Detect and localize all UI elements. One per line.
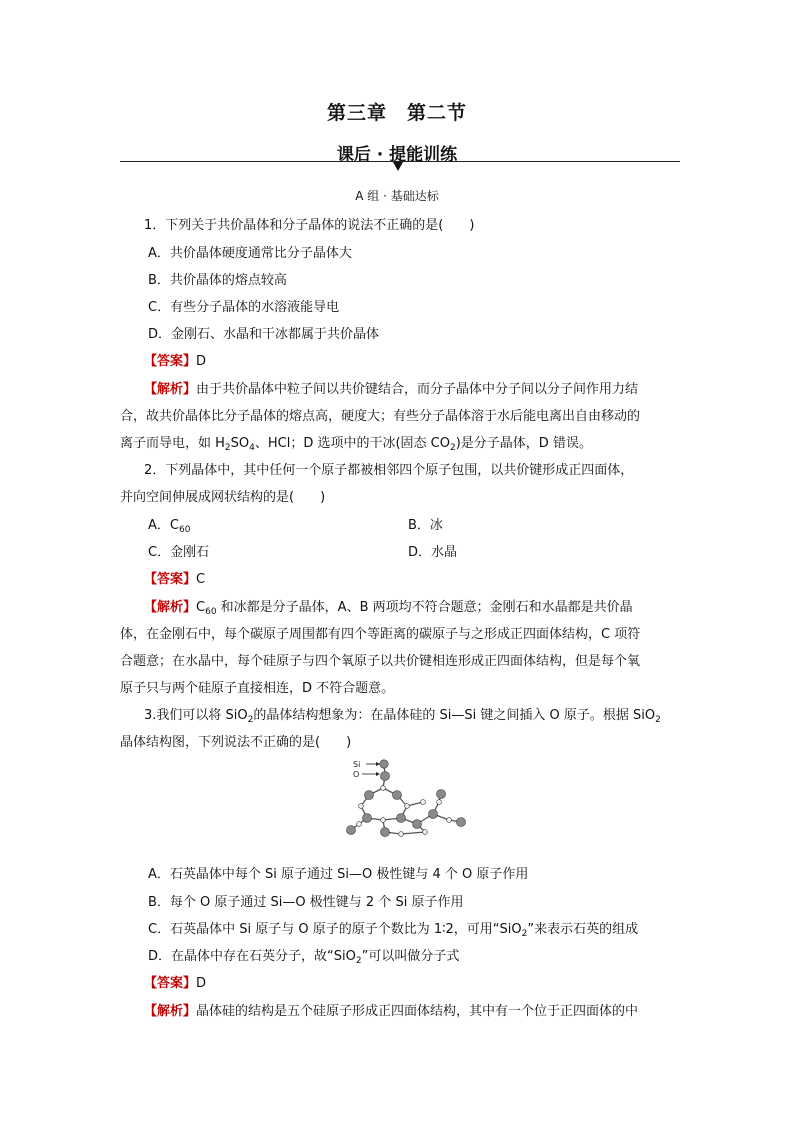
q1-analysis-text1: 由于共价晶体中粒子间以共价键结合，而分子晶体中分子间以分子间作用力结 bbox=[196, 382, 639, 397]
q2-option-b: B．冰 bbox=[408, 518, 443, 533]
q3-option-d bbox=[148, 945, 459, 964]
answer-tag: 【答案】 bbox=[144, 976, 197, 991]
subscript: 60 bbox=[178, 525, 191, 535]
q1-answer-value: D bbox=[196, 354, 207, 369]
o-label: O bbox=[353, 770, 360, 779]
analysis-tag: 【解析】 bbox=[144, 600, 197, 615]
subscript: 2 bbox=[247, 715, 254, 725]
q3-analysis-text1: 晶体硅的结构是五个硅原子形成正四面体结构，其中有一个位于正四面体的中 bbox=[196, 1004, 639, 1019]
q2-analysis-line1 bbox=[144, 596, 633, 615]
q2-analysis-line4: 原子只与两个硅原子直接相连，D 不符合题意。 bbox=[120, 681, 395, 696]
q2-analysis-text1c: 和冰都是分子晶体，A、B 两项均不符合题意；金刚石和水晶都是共价晶 bbox=[216, 600, 633, 615]
q3-answer-value: D bbox=[196, 976, 207, 991]
answer-tag: 【答案】 bbox=[144, 354, 197, 369]
answer-tag: 【答案】 bbox=[144, 572, 197, 587]
q1-analysis-line2: 合，故共价晶体比分子晶体的熔点高，硬度大；有些分子晶体溶于水后能电离出自由移动的 bbox=[120, 409, 641, 424]
q3-option-d-text-b: ”可以叫做分子式 bbox=[361, 949, 460, 964]
q1-analysis-text3a: 离子而导电，如 H bbox=[120, 436, 225, 451]
subscript: 60 bbox=[205, 607, 217, 617]
q1-analysis-line1 bbox=[144, 378, 638, 397]
q1-analysis-text3d: )是分子晶体，D 错误。 bbox=[455, 436, 592, 451]
q3-answer bbox=[144, 972, 206, 991]
sio2-crystal-structure-figure bbox=[345, 758, 475, 838]
q1-option-b: B．共价晶体的熔点较高 bbox=[148, 273, 287, 288]
subscript: 2 bbox=[355, 956, 362, 966]
q1-analysis-line3 bbox=[120, 432, 592, 451]
q2-analysis-line3: 合题意；在水晶中，每个硅原子与四个氧原子以共价键相连形成正四面体结构，但是每个氧 bbox=[120, 654, 641, 669]
q1-analysis-text3b: SO bbox=[230, 436, 250, 451]
q3-option-b: B．每个 O 原子通过 Si—O 极性键与 2 个 Si 原子作用 bbox=[148, 895, 464, 910]
q3-stem-line1 bbox=[144, 704, 661, 723]
q2-answer-value: C bbox=[196, 572, 206, 587]
silicon-atoms bbox=[347, 760, 466, 837]
q1-option-d: D．金刚石、水晶和干冰都属于共价晶体 bbox=[148, 327, 380, 342]
q1-answer bbox=[144, 350, 206, 369]
q1-option-c: C．有些分子晶体的水溶液能导电 bbox=[148, 300, 340, 315]
q1-analysis-text3c: 、HCl；D 选项中的干冰(固态 CO bbox=[254, 436, 450, 451]
si-label: Si bbox=[353, 760, 361, 769]
q2-analysis-text1a: C bbox=[196, 600, 206, 615]
q3-option-c bbox=[148, 918, 638, 937]
subscript: 2 bbox=[224, 443, 231, 453]
chapter-title: 第三章 第二节 bbox=[326, 102, 467, 124]
q1-option-a: A．共价晶体硬度通常比分子晶体大 bbox=[148, 246, 352, 261]
subscript: 2 bbox=[450, 443, 456, 453]
subscript: 4 bbox=[249, 443, 255, 453]
q3-option-d-text-a: D．在晶体中存在石英分子，故“SiO bbox=[148, 949, 356, 964]
analysis-tag: 【解析】 bbox=[144, 382, 197, 397]
q2-option-d: D．水晶 bbox=[408, 545, 458, 560]
q2-stem-line2: 并向空间伸展成网状结构的是( ) bbox=[120, 490, 326, 505]
q2-analysis-line2: 体，在金刚石中，每个碳原子周围都有四个等距离的碳原子与之形成正四面体结构，C 项符 bbox=[120, 627, 641, 642]
q2-option-a bbox=[148, 514, 190, 533]
q3-analysis-line1 bbox=[144, 1000, 638, 1019]
q3-option-a: A．石英晶体中每个 Si 原子通过 Si—O 极性键与 4 个 O 原子作用 bbox=[148, 867, 529, 882]
group-a-title: A 组 · 基础达标 bbox=[355, 189, 439, 203]
o-arrowhead-icon bbox=[376, 772, 380, 776]
section-subtitle: 课后 · 提能训练 bbox=[336, 145, 458, 165]
q3-stem-text1a: 3.我们可以将 SiO bbox=[144, 708, 248, 723]
triangle-marker-icon bbox=[393, 162, 403, 171]
q3-stem-line2: 晶体结构图，下列说法不正确的是( ) bbox=[120, 735, 352, 750]
q3-stem-text1b: 的晶体结构想象为：在晶体硅的 Si—Si 键之间插入 O 原子。根据 SiO bbox=[253, 708, 656, 723]
q2-answer bbox=[144, 568, 205, 587]
q2-option-a-text: A．C bbox=[148, 518, 179, 533]
si-arrowhead-icon bbox=[376, 762, 380, 766]
q1-stem: 1．下列关于共价晶体和分子晶体的说法不正确的是( ) bbox=[144, 218, 475, 233]
subscript: 2 bbox=[655, 715, 661, 725]
subscript: 2 bbox=[521, 929, 528, 939]
q3-option-c-text-a: C．石英晶体中 Si 原子与 O 原子的原子个数比为 1∶2，可用“SiO bbox=[148, 922, 522, 937]
q3-option-c-text-b: ”来表示石英的组成 bbox=[527, 922, 639, 937]
q2-option-c: C．金刚石 bbox=[148, 545, 210, 560]
analysis-tag: 【解析】 bbox=[144, 1004, 197, 1019]
q2-stem-line1: 2．下列晶体中，其中任何一个原子都被相邻四个原子包围，以共价键形成正四面体， bbox=[144, 463, 634, 478]
